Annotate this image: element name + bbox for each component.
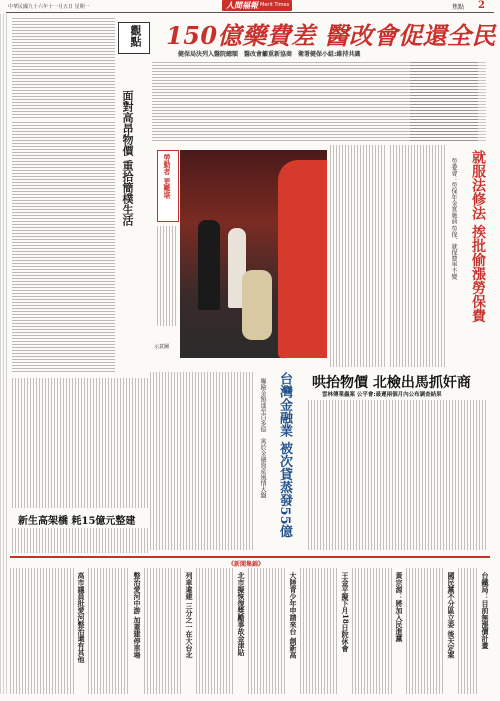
brief-item-text — [458, 568, 478, 694]
main-headline: 150億藥費差 醫改會促還全民 — [166, 21, 496, 50]
brief-top-rule — [10, 556, 490, 558]
brief-item — [352, 568, 404, 694]
commentary-title: 面對高昂物價 重拾簡樸生活 — [121, 90, 134, 226]
bridge-headline: 新生高架橋 耗15億元整建 — [18, 516, 136, 527]
left-fold-strip — [0, 14, 9, 694]
section-name: 焦點 — [452, 4, 465, 11]
brief-item-title: 北市擬恢復獎勵事故金津貼 — [237, 572, 246, 656]
commentary-label-box — [118, 22, 150, 54]
main-subhead: 健保局決列入醫院總額 醫改會籲重新協商 衛署健保小組:維持共識 — [178, 51, 361, 58]
brief-item — [144, 568, 194, 694]
brief-item — [88, 568, 142, 694]
logo-en-text: Merit Times — [260, 2, 290, 8]
logo-text: 人間福報 — [226, 0, 258, 10]
brief-item-text — [352, 568, 392, 694]
bridge-body — [12, 378, 148, 508]
labor-headline: 就服法修法 挨批偷漲勞保費 — [470, 150, 486, 323]
price-body — [308, 400, 486, 550]
center-column-text — [330, 145, 387, 367]
finance-headline: 台灣金融業 被次貸蒸發55億 — [277, 372, 292, 538]
brief-item — [196, 568, 246, 694]
photo-foreground-figure — [278, 160, 327, 358]
brief-area — [10, 568, 490, 694]
brief-item — [406, 568, 456, 694]
finance-body — [150, 372, 254, 550]
date-line: 中華民國九十六年十一月五日 星期一 — [8, 4, 90, 10]
brief-item-title: 王金平擬下月18日院休會 — [341, 572, 350, 652]
photo-stamp-text: 勞動者 更難堪 — [163, 154, 172, 199]
photo-bg-figure — [198, 220, 220, 310]
brief-item-title: 整治愛河中游 加蓋建停車場 — [133, 572, 142, 659]
photo-caption-body — [157, 226, 177, 326]
commentary-label: 觀點 — [129, 25, 142, 47]
brief-item-text — [144, 568, 182, 694]
brief-item — [458, 568, 490, 694]
finance-subhead: 曝險金額達至百多億 寓於金融資產風情大盤 — [259, 378, 266, 498]
masthead-rule — [6, 12, 494, 13]
masthead — [0, 0, 500, 12]
brief-item — [248, 568, 298, 694]
labor-subhead: 勞委會：勞保年金實施前 勞保、就保費率不變 — [450, 158, 457, 280]
brief-item-title: 高市議員批愛河整治還有其他 — [77, 572, 86, 663]
bridge-body-lower — [12, 528, 148, 553]
brief-item — [10, 568, 86, 694]
photo-caption: 示意圖 — [154, 344, 170, 350]
brief-item-text — [88, 568, 130, 694]
masthead-logo — [222, 0, 292, 11]
photo-stamp — [157, 150, 179, 222]
brief-item — [300, 568, 350, 694]
brief-item-title: 大陸青少年申請來台 創新高 — [289, 572, 298, 659]
brief-item-title: 台鐵局：目前無漲價計畫 — [481, 572, 490, 649]
page-number: 2 — [478, 0, 485, 11]
price-headline: 哄抬物價 北檢出馬抓奸商 — [312, 375, 471, 391]
brief-item-text — [406, 568, 444, 694]
labor-body-top — [410, 62, 486, 142]
brief-item-text — [196, 568, 234, 694]
brief-item-text — [300, 568, 338, 694]
photo-seated-person — [242, 270, 272, 340]
brief-item-title: 黃宗源：將加入民進黨 — [395, 572, 404, 642]
brief-label: 《新聞集錦》 — [228, 561, 265, 568]
price-subhead: 雲林傳業蟲案 公平會:最遲兩個月內公布調查結果 — [322, 392, 442, 398]
brief-item-text — [10, 568, 74, 694]
brief-item-text — [248, 568, 286, 694]
commentary-body-top — [12, 18, 115, 118]
brief-item-title: 列車違建 三分之一在大台北 — [185, 572, 194, 659]
brief-item-title: 國民黨不分區立委 後天定案 — [447, 572, 456, 659]
labor-body — [390, 145, 445, 367]
news-photo — [180, 150, 327, 358]
commentary-body-mid — [12, 122, 115, 372]
